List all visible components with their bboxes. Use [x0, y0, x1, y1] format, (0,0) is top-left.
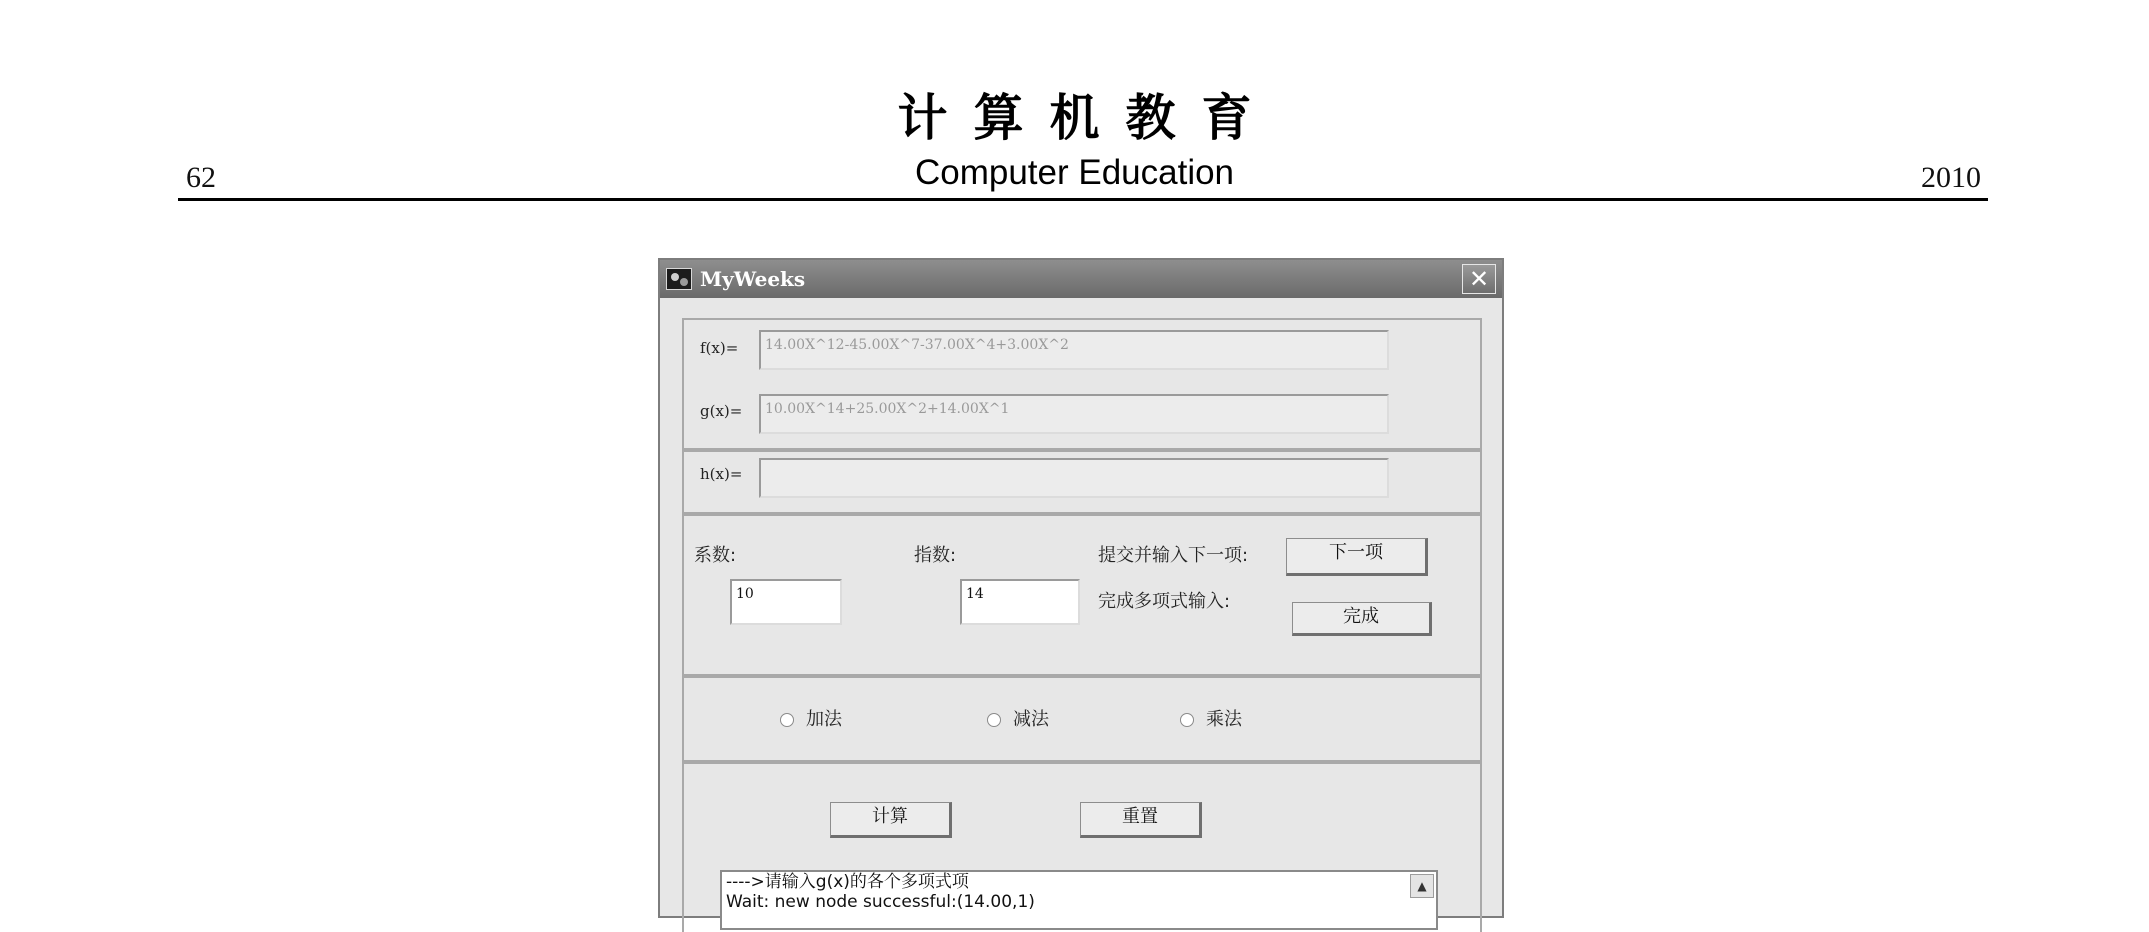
journal-year: 2010: [1921, 161, 1981, 194]
operation-group: [682, 676, 1482, 762]
compute-button[interactable]: 计算: [830, 802, 952, 838]
multiply-radio[interactable]: [1180, 713, 1194, 727]
h-field[interactable]: [759, 458, 1389, 498]
exp-input[interactable]: 14: [960, 579, 1080, 625]
close-icon[interactable]: ✕: [1462, 264, 1496, 294]
add-radio[interactable]: [780, 713, 794, 727]
coef-input[interactable]: 10: [730, 579, 842, 625]
window-titlebar[interactable]: [660, 260, 1502, 298]
submit-next-label: 提交并输入下一项:: [1098, 545, 1249, 566]
journal-title-cn: 计算机教育: [897, 89, 1278, 147]
multiply-label: 乘法: [1206, 709, 1242, 730]
scroll-up-icon[interactable]: ▲: [1410, 874, 1434, 898]
g-field[interactable]: 10.00X^14+25.00X^2+14.00X^1: [759, 394, 1389, 434]
app-icon: [666, 268, 692, 290]
output-line: Wait: new node successful:(14.00,1): [726, 892, 1035, 912]
g-label: g(x)=: [700, 402, 743, 420]
page-number: 62: [186, 161, 216, 194]
journal-title-en: Computer Education: [914, 153, 1235, 192]
output-line: ---->请输入g(x)的各个多项式项: [726, 872, 969, 892]
add-label: 加法: [806, 709, 842, 730]
exp-label: 指数:: [914, 545, 957, 566]
next-term-button[interactable]: 下一项: [1286, 538, 1428, 576]
reset-button[interactable]: 重置: [1080, 802, 1202, 838]
output-log[interactable]: [720, 870, 1438, 930]
f-label: f(x)=: [700, 339, 739, 357]
finish-label: 完成多项式输入:: [1098, 591, 1231, 612]
coef-label: 系数:: [694, 545, 737, 566]
f-field[interactable]: 14.00X^12-45.00X^7-37.00X^4+3.00X^2: [759, 330, 1389, 370]
finish-button[interactable]: 完成: [1292, 602, 1432, 636]
header-rule: [178, 198, 1988, 201]
subtract-radio[interactable]: [987, 713, 1001, 727]
h-label: h(x)=: [700, 465, 743, 483]
window-title: MyWeeks: [700, 267, 806, 291]
subtract-label: 减法: [1013, 709, 1049, 730]
